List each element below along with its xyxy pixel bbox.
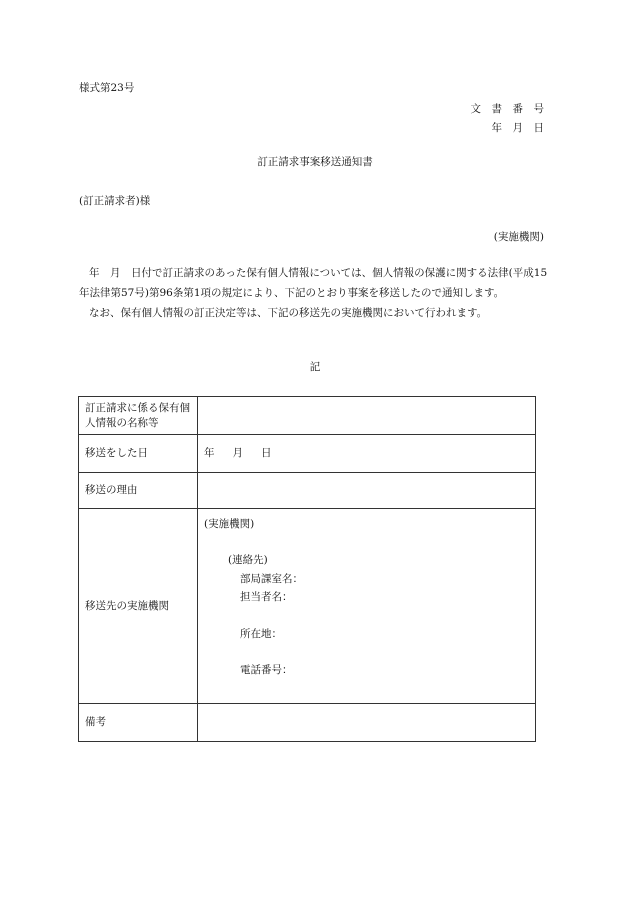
document-number-label: 文 書 番 号: [470, 103, 544, 115]
transfer-details-table: [78, 396, 536, 742]
row-label-transfer-reason: 移送の理由: [79, 473, 198, 509]
row-value-remarks: [198, 704, 536, 742]
person-in-charge-label: 担当者名：: [240, 591, 293, 603]
notice-paragraph-2: なお、保有個人情報の訂正決定等は、下記の移送先の実施機関において行われます。: [89, 307, 488, 319]
table-row: [79, 509, 536, 704]
row-label-record-name: 訂正請求に係る保有個人情報の名称等: [79, 397, 198, 435]
row-label-transfer-date: 移送をした日: [79, 435, 198, 473]
department-label: 部局課室名：: [240, 573, 303, 585]
ki-heading: 記: [309, 361, 321, 373]
form-number: 様式第23号: [79, 82, 135, 94]
row-value-transfer-reason: [198, 473, 536, 509]
table-row: [79, 435, 536, 473]
table-row: [79, 397, 536, 435]
row-value-destination-agency: [198, 509, 536, 704]
date-month: 月: [232, 447, 243, 459]
table-row: [79, 704, 536, 742]
address-label: 所在地：: [240, 628, 282, 640]
sender-agency: (実施機関): [493, 231, 544, 243]
date-day: 日: [261, 447, 272, 459]
phone-label: 電話番号：: [240, 664, 293, 676]
destination-details: [198, 509, 535, 703]
date-year: 年: [204, 447, 215, 459]
destination-agency: (実施機関): [204, 518, 255, 530]
table-row: [79, 473, 536, 509]
notice-paragraph-1: 年 月 日付で訂正請求のあった保有個人情報については、個人情報の保護に関する法律(平成15年法律第57号)第96条第1項の規定により、下記のとおり事案を移送したので通知します。: [79, 267, 548, 299]
row-label-remarks: 備考: [79, 704, 198, 742]
row-value-record-name: [198, 397, 536, 435]
recipient-name: (訂正請求者)様: [79, 195, 151, 207]
contact-heading: (連絡先): [228, 554, 268, 566]
document-date-label: 年 月 日: [491, 122, 544, 134]
document-title: 訂正請求事案移送通知書: [257, 156, 373, 168]
notice-body: [79, 263, 549, 323]
row-label-destination-agency: 移送先の実施機関: [79, 509, 198, 704]
row-value-transfer-date: [198, 435, 536, 473]
